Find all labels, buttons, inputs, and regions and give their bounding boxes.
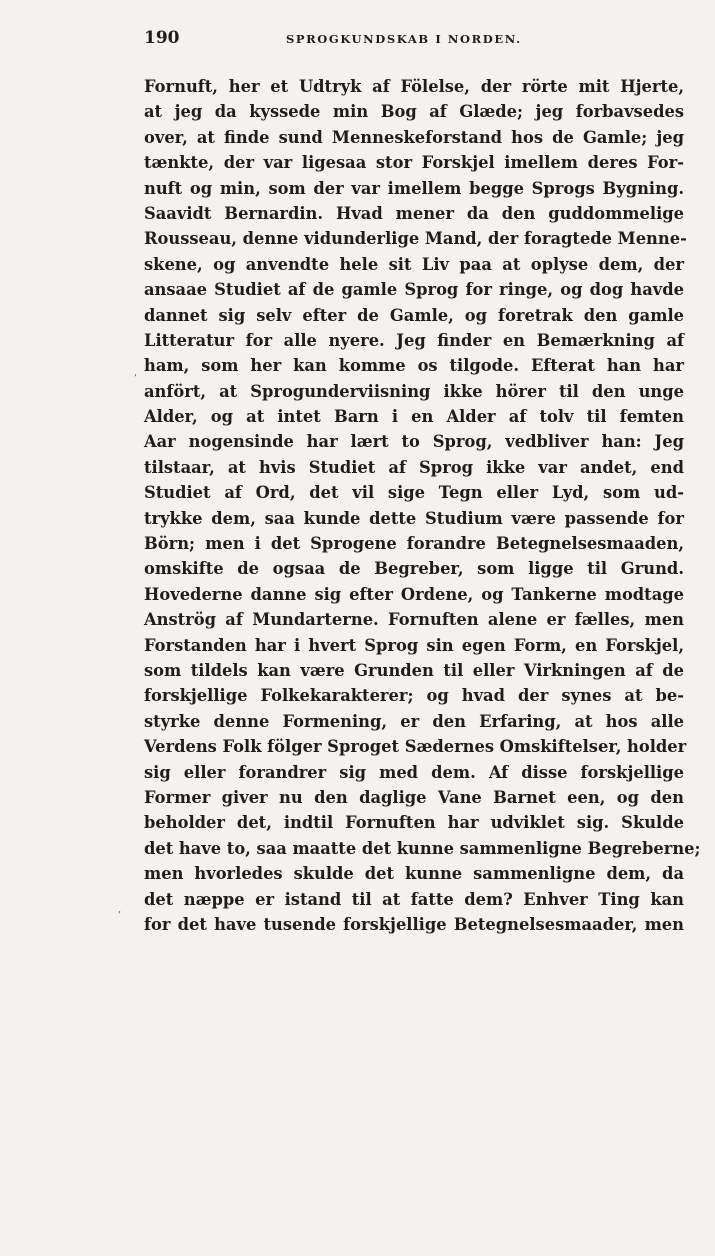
body-text bbox=[144, 74, 701, 937]
text-line: Litteratur for alle nyere. Jeg finder en Bemærkning af bbox=[144, 330, 684, 350]
text-line: Former giver nu den daglige Vane Barnet een, og den bbox=[144, 787, 684, 807]
text-line: Verdens Folk fölger Sproget Sædernes Omskiftelser, holder bbox=[144, 737, 687, 757]
text-line: dannet sig selv efter de Gamle, og foretrak den gamle bbox=[144, 305, 684, 325]
text-line: Alder, og at intet Barn i en Alder af tolv til femten bbox=[144, 407, 684, 427]
text-line: Hovederne danne sig efter Ordene, og Tankerne modtage bbox=[144, 584, 684, 604]
text-line: Fornuft, her et Udtryk af Fölelse, der rörte mit Hjerte, bbox=[144, 77, 684, 96]
text-line: over, at finde sund Menneskeforstand hos de Gamle; jeg bbox=[144, 127, 684, 147]
text-line: styrke denne Formening, er den Erfaring, at hos alle bbox=[144, 711, 684, 731]
text-line: tænkte, der var ligesaa stor Forskjel imellem deres For- bbox=[144, 153, 684, 173]
text-line: som tildels kan være Grunden til eller Virkningen af de bbox=[144, 660, 684, 680]
text-line: sig eller forandrer sig med dem. Af disse forskjellige bbox=[144, 762, 684, 782]
text-line: Anströg af Mundarterne. Fornuften alene er fælles, men bbox=[144, 610, 684, 630]
running-title: SPROGKUNDSKAB I NORDEN. bbox=[286, 32, 522, 46]
running-head bbox=[144, 28, 712, 54]
text-line: Studiet af Ord, det vil sige Tegn eller Lyd, som ud- bbox=[144, 483, 684, 503]
text-line: det næppe er istand til at fatte dem? Enhver Ting kan bbox=[144, 889, 684, 909]
text-line: anfört, at Sprogunderviisning ikke hörer til den unge bbox=[144, 381, 684, 401]
text-line: skene, og anvendte hele sit Liv paa at oplyse dem, der bbox=[144, 254, 684, 274]
text-line: ham, som her kan komme os tilgode. Efterat han har bbox=[144, 356, 684, 376]
text-line: tilstaar, at hvis Studiet af Sprog ikke var andet, end bbox=[144, 457, 684, 477]
text-line: Rousseau, denne vidunderlige Mand, der foragtede Menne- bbox=[144, 229, 687, 249]
text-line: forskjellige Folkekarakterer; og hvad der synes at be- bbox=[144, 686, 684, 706]
text-line: beholder det, indtil Fornuften har udviklet sig. Skulde bbox=[144, 813, 684, 833]
page-number: 190 bbox=[144, 28, 180, 48]
text-line: det have to, saa maatte det kunne sammenligne Begreberne; bbox=[144, 838, 701, 858]
text-line: Forstanden har i hvert Sprog sin egen Form, en Forskjel, bbox=[144, 635, 684, 655]
text-line: trykke dem, saa kunde dette Studium være passende for bbox=[144, 508, 684, 528]
text-line: omskifte de ogsaa de Begreber, som ligge til Grund. bbox=[144, 559, 684, 579]
text-line: at jeg da kyssede min Bog af Glæde; jeg forbavsedes bbox=[144, 102, 684, 122]
margin-tick-mark: , bbox=[134, 367, 138, 378]
margin-tick-mark: , bbox=[118, 904, 122, 915]
text-line: ansaae Studiet af de gamle Sprog for ringe, og dog havde bbox=[144, 280, 684, 300]
text-line: men hvorledes skulde det kunne sammenligne dem, da bbox=[144, 864, 684, 884]
text-line: Aar nogensinde har lært to Sprog, vedbliver han: Jeg bbox=[144, 432, 684, 452]
text-line: for det have tusende forskjellige Betegnelsesmaader, men bbox=[144, 914, 684, 934]
text-line: Saavidt Bernardin. Hvad mener da den guddommelige bbox=[144, 203, 684, 223]
text-line: Börn; men i det Sprogene forandre Betegnelsesmaaden, bbox=[144, 534, 684, 554]
text-line: nuft og min, som der var imellem begge Sprogs Bygning. bbox=[144, 178, 684, 198]
